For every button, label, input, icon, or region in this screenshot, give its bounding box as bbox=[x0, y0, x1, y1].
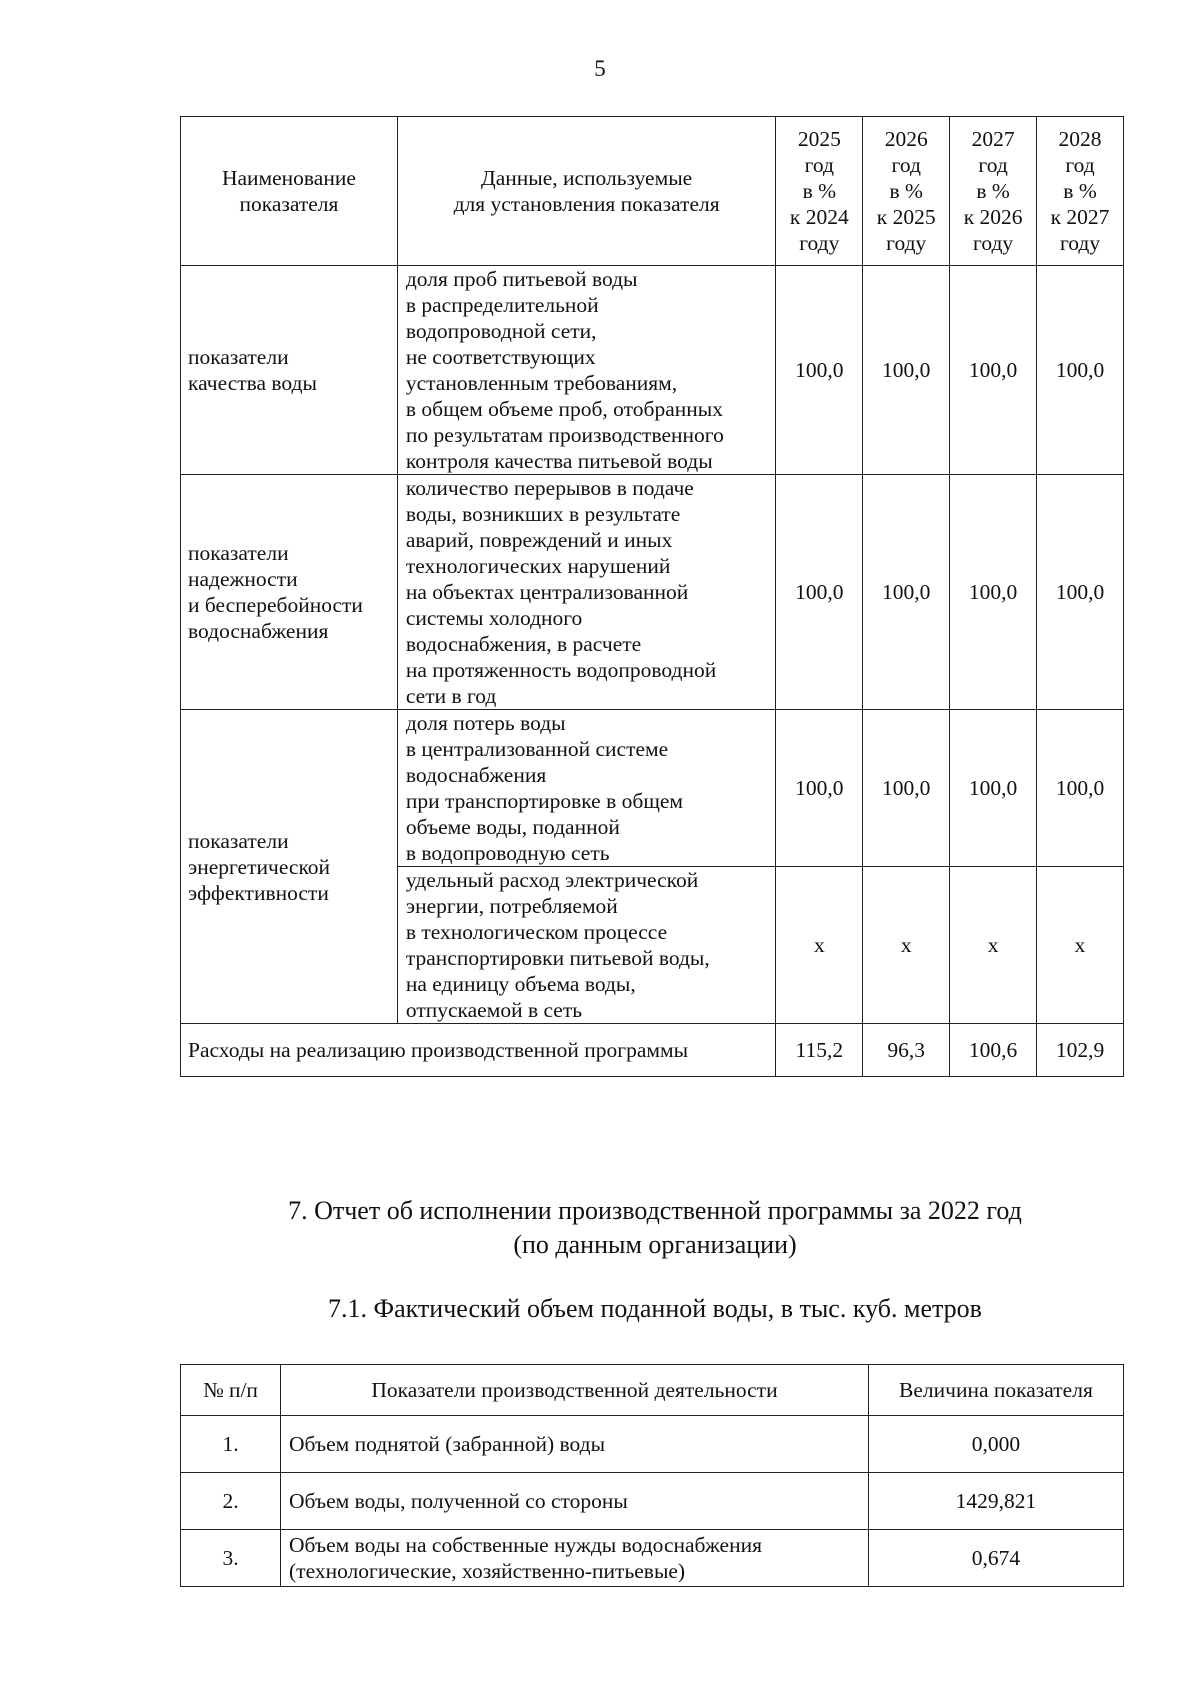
value-cell: 100,0 bbox=[863, 266, 950, 475]
value-cell: 100,0 bbox=[776, 266, 863, 475]
value-cell: x bbox=[950, 867, 1037, 1024]
header-number: № п/п bbox=[181, 1365, 281, 1416]
value-cell: 100,0 bbox=[776, 710, 863, 867]
value-cell: 100,0 bbox=[1037, 475, 1124, 710]
value-cell: 100,0 bbox=[776, 475, 863, 710]
row-number: 1. bbox=[181, 1416, 281, 1473]
row-indicator: Объем поднятой (забранной) воды bbox=[281, 1416, 869, 1473]
section-7-1-title: 7.1. Фактический объем поданной воды, в тыс. куб. метров bbox=[328, 1294, 982, 1323]
expenses-label: Расходы на реализацию производственной программы bbox=[181, 1024, 776, 1077]
header-year-2028: 2028 год в % к 2027 году bbox=[1037, 117, 1124, 266]
row-indicator: Объем воды, полученной со стороны bbox=[281, 1473, 869, 1530]
indicator-data: удельный расход электрической энергии, потребляемой в технологическом процессе транспортировки питьевой воды, на единицу объема воды, отпускаемой в сеть bbox=[397, 867, 776, 1024]
expense-value: 96,3 bbox=[863, 1024, 950, 1077]
indicator-data: количество перерывов в подаче воды, возникших в результате аварий, повреждений и иных технологических нарушений на объектах централизованной системы холодного водоснабжения, в расчете на протяженность водопроводной сети в год bbox=[397, 475, 776, 710]
page-number: 5 bbox=[594, 56, 606, 81]
header-indicator-data: Данные, используемые для установления показателя bbox=[397, 117, 776, 266]
section-7-title-line1: 7. Отчет об исполнении производственной программы за 2022 год bbox=[288, 1196, 1022, 1225]
header-indicator-name: Наименование показателя bbox=[181, 117, 398, 266]
value-cell: x bbox=[863, 867, 950, 1024]
value-cell: 100,0 bbox=[950, 266, 1037, 475]
indicator-data: доля проб питьевой воды в распределительной водопроводной сети, не соответствующих установленным требованиям, в общем объеме проб, отобранных по результатам производственного контроля качества питьевой воды bbox=[397, 266, 776, 475]
value-cell: 100,0 bbox=[950, 710, 1037, 867]
header-year-2027: 2027 год в % к 2026 году bbox=[950, 117, 1037, 266]
value-cell: 100,0 bbox=[1037, 710, 1124, 867]
table-row bbox=[181, 475, 1124, 710]
table-row bbox=[181, 266, 1124, 475]
indicator-data: доля потерь воды в централизованной системе водоснабжения при транспортировке в общем объеме воды, поданной в водопроводную сеть bbox=[397, 710, 776, 867]
expense-value: 115,2 bbox=[776, 1024, 863, 1077]
header-year-2025: 2025 год в % к 2024 году bbox=[776, 117, 863, 266]
value-cell: 100,0 bbox=[863, 475, 950, 710]
expense-value: 102,9 bbox=[1037, 1024, 1124, 1077]
value-cell: x bbox=[1037, 867, 1124, 1024]
expenses-row bbox=[181, 1024, 1124, 1077]
row-number: 3. bbox=[181, 1530, 281, 1587]
table-header-row bbox=[181, 1365, 1124, 1416]
table-row bbox=[181, 1416, 1124, 1473]
header-indicator: Показатели производственной деятельности bbox=[281, 1365, 869, 1416]
indicator-name: показатели качества воды bbox=[181, 266, 398, 475]
indicators-table bbox=[180, 116, 1124, 1077]
row-value: 0,674 bbox=[868, 1530, 1123, 1587]
header-year-2026: 2026 год в % к 2025 году bbox=[863, 117, 950, 266]
indicator-name: показатели надежности и бесперебойности водоснабжения bbox=[181, 475, 398, 710]
value-cell: 100,0 bbox=[1037, 266, 1124, 475]
value-cell: 100,0 bbox=[863, 710, 950, 867]
row-number: 2. bbox=[181, 1473, 281, 1530]
row-value: 0,000 bbox=[868, 1416, 1123, 1473]
section-7-title bbox=[0, 1194, 1200, 1262]
indicator-name: показатели энергетической эффективности bbox=[181, 710, 398, 1024]
expense-value: 100,6 bbox=[950, 1024, 1037, 1077]
row-value: 1429,821 bbox=[868, 1473, 1123, 1530]
table-row bbox=[181, 1473, 1124, 1530]
section-7-title-line2: (по данным организации) bbox=[513, 1230, 797, 1259]
row-indicator: Объем воды на собственные нужды водоснабжения (технологические, хозяйственно-питьевые) bbox=[281, 1530, 869, 1587]
water-volume-table bbox=[180, 1364, 1124, 1587]
value-cell: 100,0 bbox=[950, 475, 1037, 710]
table-header-row bbox=[181, 117, 1124, 266]
table-row bbox=[181, 1530, 1124, 1587]
header-value: Величина показателя bbox=[868, 1365, 1123, 1416]
value-cell: x bbox=[776, 867, 863, 1024]
table-row bbox=[181, 710, 1124, 867]
